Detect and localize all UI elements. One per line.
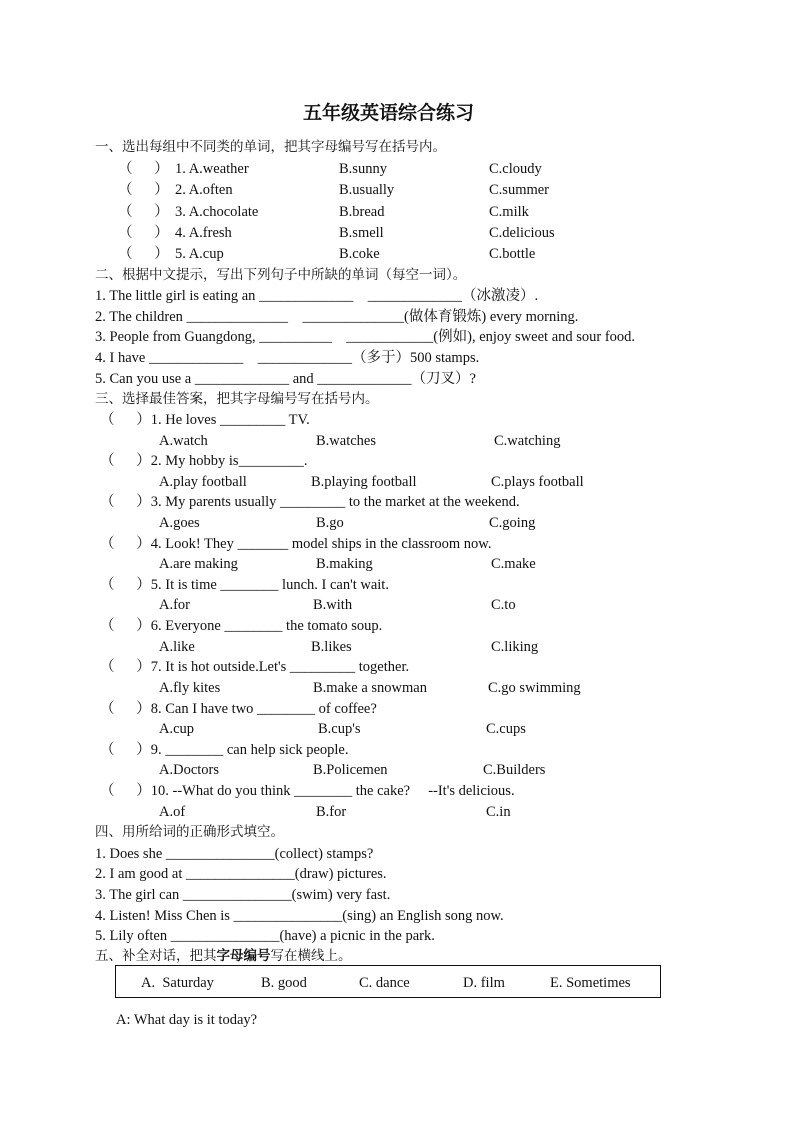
p1-q4-option-a: 4. A.fresh bbox=[175, 225, 232, 241]
p1-q2-option-a: 2. A.often bbox=[175, 182, 233, 198]
word-bank-option-a: A. Saturday bbox=[141, 975, 214, 991]
p3-q10-option-c: C.in bbox=[486, 804, 511, 820]
p3-q10-option-b: B.for bbox=[316, 804, 347, 820]
p1-q3-option-a: 3. A.chocolate bbox=[175, 204, 259, 220]
p2-sentence-5: 5. Can you use a _____________ and _____________（刀叉）? bbox=[95, 371, 476, 387]
p1-q3-paren: （ ） bbox=[118, 204, 169, 220]
p1-q1-paren: （ ） bbox=[118, 161, 169, 177]
p1-q5-paren: （ ） bbox=[118, 246, 169, 262]
p4-sentence-1: 1. Does she _______________(collect) stamps? bbox=[95, 846, 374, 862]
p3-q3: （ ）3. My parents usually _________ to the market at the weekend. bbox=[100, 494, 520, 510]
p3-q7: （ ）7. It is hot outside.Let's _________ together. bbox=[100, 659, 410, 675]
p3-q5-option-b: B.with bbox=[313, 597, 353, 613]
p3-q6-option-c: C.liking bbox=[491, 639, 539, 655]
word-bank-option-d: D. film bbox=[463, 975, 505, 991]
p3-q1: （ ）1. He loves _________ TV. bbox=[100, 412, 310, 428]
p3-q2-option-c: C.plays football bbox=[491, 474, 584, 490]
p1-q4-paren: （ ） bbox=[118, 225, 169, 241]
p3-q9-option-c: C.Builders bbox=[483, 762, 546, 778]
p3-q9: （ ）9. ________ can help sick people. bbox=[100, 742, 349, 758]
p3-q10-option-a: A.of bbox=[159, 804, 186, 820]
p1-q2-option-b: B.usually bbox=[339, 182, 395, 198]
section-2-heading: 二、根据中文提示，写出下列句子中所缺的单词（每空一词）。 bbox=[95, 267, 467, 283]
p1-q5-option-c: C.bottle bbox=[489, 246, 536, 262]
p1-q4-option-c: C.delicious bbox=[489, 225, 555, 241]
p2-sentence-4: 4. I have _____________ _____________（多于）500 stamps. bbox=[95, 350, 480, 366]
p3-q7-option-c: C.go swimming bbox=[488, 680, 581, 696]
p3-q2-option-b: B.playing football bbox=[311, 474, 417, 490]
p4-sentence-2: 2. I am good at _______________(draw) pictures. bbox=[95, 866, 387, 882]
p2-sentence-3: 3. People from Guangdong, __________ ____________(例如), enjoy sweet and sour food. bbox=[95, 329, 636, 345]
word-bank-option-b: B. good bbox=[261, 975, 307, 991]
p1-q1-option-b: B.sunny bbox=[339, 161, 387, 177]
section-3-heading: 三、选择最佳答案，把其字母编号写在括号内。 bbox=[95, 391, 379, 407]
p1-q5-option-b: B.coke bbox=[339, 246, 380, 262]
p3-q9-option-b: B.Policemen bbox=[313, 762, 388, 778]
p3-q10: （ ）10. --What do you think ________ the cake? --It's delicious. bbox=[100, 783, 515, 799]
p3-q8-option-a: A.cup bbox=[159, 721, 195, 737]
p3-q8-option-c: C.cups bbox=[486, 721, 526, 737]
p4-sentence-4: 4. Listen! Miss Chen is _______________(sing) an English song now. bbox=[95, 908, 504, 924]
p1-q1-option-c: C.cloudy bbox=[489, 161, 542, 177]
p1-q3-option-c: C.milk bbox=[489, 204, 529, 220]
p1-q2-paren: （ ） bbox=[118, 182, 169, 198]
word-bank-option-c: C. dance bbox=[359, 975, 410, 991]
section-4-heading: 四、用所给词的正确形式填空。 bbox=[95, 824, 284, 840]
p1-q5-option-a: 5. A.cup bbox=[175, 246, 224, 262]
section-5-heading bbox=[95, 947, 352, 965]
p3-q6-option-b: B.likes bbox=[311, 639, 352, 655]
p3-q7-option-b: B.make a snowman bbox=[313, 680, 427, 696]
section-5-heading-bold: 字母编号 bbox=[216, 948, 271, 964]
p4-sentence-5: 5. Lily often _______________(have) a picnic in the park. bbox=[95, 928, 435, 944]
p3-q5-option-c: C.to bbox=[491, 597, 516, 613]
p3-q2-option-a: A.play football bbox=[159, 474, 247, 490]
p3-q8: （ ）8. Can I have two ________ of coffee? bbox=[100, 701, 377, 717]
p3-q1-option-b: B.watches bbox=[316, 433, 376, 449]
p3-q4: （ ）4. Look! They _______ model ships in the classroom now. bbox=[100, 536, 492, 552]
p1-q3-option-b: B.bread bbox=[339, 204, 385, 220]
p3-q4-option-b: B.making bbox=[316, 556, 373, 572]
p3-q9-option-a: A.Doctors bbox=[159, 762, 220, 778]
p1-q1-option-a: 1. A.weather bbox=[175, 161, 249, 177]
p3-q1-option-a: A.watch bbox=[159, 433, 208, 449]
p1-q4-option-b: B.smell bbox=[339, 225, 384, 241]
p3-q2: （ ）2. My hobby is_________. bbox=[100, 453, 308, 469]
p3-q1-option-c: C.watching bbox=[494, 433, 561, 449]
word-bank-option-e: E. Sometimes bbox=[550, 975, 631, 991]
page-title: 五年级英语综合练习 bbox=[303, 102, 475, 124]
p3-q6: （ ）6. Everyone ________ the tomato soup. bbox=[100, 618, 383, 634]
p3-q3-option-c: C.going bbox=[489, 515, 536, 531]
section-1-heading: 一、选出每组中不同类的单词，把其字母编号写在括号内。 bbox=[95, 139, 446, 155]
p3-q6-option-a: A.like bbox=[159, 639, 195, 655]
p2-sentence-2: 2. The children ______________ ______________(做体育锻炼) every morning. bbox=[95, 309, 579, 325]
dialogue-line-1: A: What day is it today? bbox=[116, 1012, 258, 1028]
p2-sentence-1: 1. The little girl is eating an _____________ _____________（冰激凌）. bbox=[95, 288, 539, 304]
section-5-heading-part3: 写在横线上。 bbox=[270, 948, 352, 964]
p3-q7-option-a: A.fly kites bbox=[159, 680, 221, 696]
section-5-heading-part1: 五、补全对话，把其 bbox=[95, 948, 217, 964]
p1-q2-option-c: C.summer bbox=[489, 182, 550, 198]
p3-q5-option-a: A.for bbox=[159, 597, 191, 613]
p3-q4-option-c: C.make bbox=[491, 556, 536, 572]
p3-q3-option-a: A.goes bbox=[159, 515, 200, 531]
p3-q4-option-a: A.are making bbox=[159, 556, 238, 572]
p3-q8-option-b: B.cup's bbox=[318, 721, 361, 737]
p4-sentence-3: 3. The girl can _______________(swim) very fast. bbox=[95, 887, 391, 903]
p3-q5: （ ）5. It is time ________ lunch. I can't wait. bbox=[100, 577, 389, 593]
p3-q3-option-b: B.go bbox=[316, 515, 344, 531]
